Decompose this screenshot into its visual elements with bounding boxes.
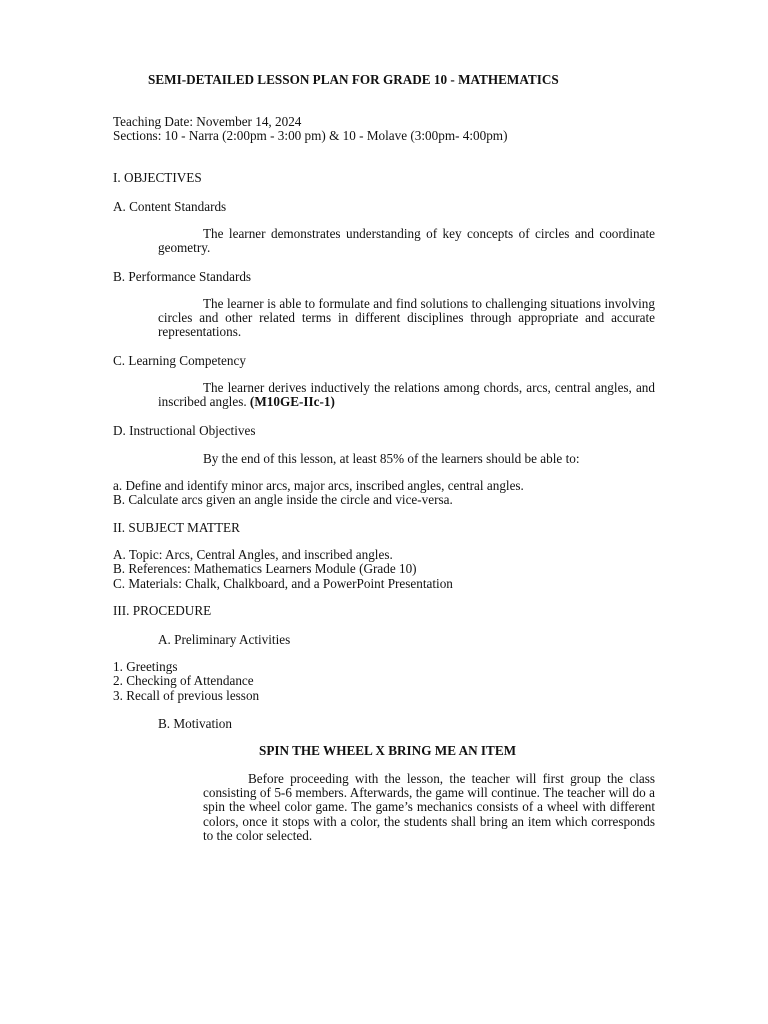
teaching-date: Teaching Date: November 14, 2024	[113, 114, 302, 129]
subject-matter-item: A. Topic: Arcs, Central Angles, and inscribed angles.	[113, 547, 393, 562]
procedure-heading: III. PROCEDURE	[113, 603, 212, 618]
preliminary-item: 3. Recall of previous lesson	[113, 688, 260, 703]
objective-item: a. Define and identify minor arcs, major arcs, inscribed angles, central angles.	[113, 478, 524, 493]
motivation-text: Before proceeding with the lesson, the teacher will first group the class consisting of 5-6 members. Afterwards, the game will continue. The teacher will do a spin the wheel color game. The game’s mechanics consists of a wheel with different colors, once it stops with a color, the students shall bring an item which corresponds to the color selected.	[203, 771, 655, 843]
instructional-objectives-intro: By the end of this lesson, at least 85% of the learners should be able to:	[203, 451, 580, 466]
objective-item: B. Calculate arcs given an angle inside the circle and vice-versa.	[113, 492, 453, 507]
activity-title: SPIN THE WHEEL X BRING ME AN ITEM	[259, 743, 517, 758]
sections-line: Sections: 10 - Narra (2:00pm - 3:00 pm) & 10 - Molave (3:00pm- 4:00pm)	[113, 128, 508, 143]
performance-standards-text: The learner is able to formulate and find solutions to challenging situations involving circles and other related terms in different disciplines through appropriate and accurate representations.	[158, 296, 655, 340]
subject-matter-heading: II. SUBJECT MATTER	[113, 520, 240, 535]
instructional-objectives-heading: D. Instructional Objectives	[113, 423, 256, 438]
content-standards-heading: A. Content Standards	[113, 199, 227, 214]
subject-matter-item: C. Materials: Chalk, Chalkboard, and a PowerPoint Presentation	[113, 576, 453, 591]
objectives-heading: I. OBJECTIVES	[113, 170, 202, 185]
page-title: SEMI-DETAILED LESSON PLAN FOR GRADE 10 - MATHEMATICS	[148, 72, 559, 87]
learning-competency-text: The learner derives inductively the relations among chords, arcs, central angles, and inscribed angles. (M10GE-IIc-1)	[158, 380, 655, 410]
motivation-heading: B. Motivation	[158, 716, 232, 731]
performance-standards-heading: B. Performance Standards	[113, 269, 252, 284]
preliminary-item: 2. Checking of Attendance	[113, 673, 254, 688]
competency-code: (M10GE-IIc-1)	[249, 394, 335, 410]
subject-matter-item: B. References: Mathematics Learners Module (Grade 10)	[113, 561, 417, 576]
content-standards-text: The learner demonstrates understanding of key concepts of circles and coordinate geometry.	[158, 226, 655, 256]
preliminary-activities-heading: A. Preliminary Activities	[158, 632, 291, 647]
preliminary-item: 1. Greetings	[113, 659, 178, 674]
learning-competency-heading: C. Learning Competency	[113, 353, 246, 368]
